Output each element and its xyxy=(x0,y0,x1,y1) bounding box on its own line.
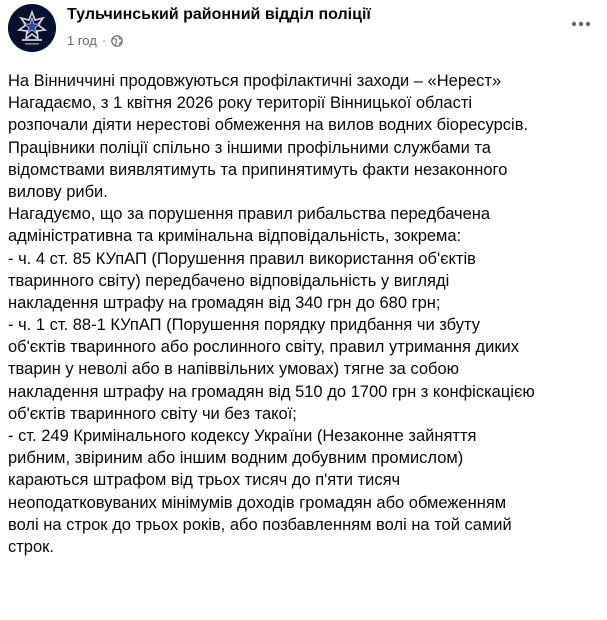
post-text-line: розпочали діяти нерестові обмеження на вилов водних біоресурсів. xyxy=(8,116,529,135)
post-options-button[interactable] xyxy=(567,10,595,38)
post-text-line: тваринного світу) передбачено відповідальність у вигляді xyxy=(8,271,450,290)
more-horizontal-icon xyxy=(571,21,591,27)
post-header xyxy=(0,0,607,62)
post-text-line: накладення штрафу на громадян від 510 до 1700 грн з конфіскацією xyxy=(8,382,535,401)
post-text-line: накладення штрафу на громадян від 340 грн до 680 грн; xyxy=(8,293,441,312)
post-text-line: об'єктів тваринного або рослинного світу, правил утримання диких xyxy=(8,338,520,357)
post-text-line: строк. xyxy=(8,537,54,556)
globe-icon[interactable] xyxy=(111,35,123,47)
post-text-line: об'єктів тваринного світу чи без такої; xyxy=(8,404,297,423)
post-text-line: Нагадуємо, що за порушення правил рибальства передбачена xyxy=(8,205,491,224)
police-emblem-icon xyxy=(8,4,56,52)
post-text-line: - ч. 1 ст. 88-1 КУпАП (Порушення порядку придбання чи збуту xyxy=(8,316,480,335)
post-text-line: волі на строк до трьох років, або позбавленням волі на той самий xyxy=(8,515,512,534)
post-timestamp[interactable]: 1 год xyxy=(67,33,97,48)
post-text xyxy=(8,70,603,558)
post-text-line: тварин у неволі або в напіввільних умовах) тягне за собою xyxy=(8,360,460,379)
post-text-line: - ч. 4 ст. 85 КУпАП (Порушення правил використання об'єктів xyxy=(8,249,476,268)
post-text-line: неоподатковуваних мінімумів доходів громадян або обмеженням xyxy=(8,493,507,512)
post-text-line: Нагадаємо, з 1 квітня 2026 року території Вінницької області xyxy=(8,94,473,113)
post-text-line: відомствами виявлятимуть та припинятимуть факти незаконного xyxy=(8,160,508,179)
meta-separator: · xyxy=(101,33,107,48)
page-name-link[interactable]: Тульчинський районний відділ поліції xyxy=(67,6,371,23)
post-text-line: - ст. 249 Кримінального кодексу України (Незаконне зайняття xyxy=(8,427,477,445)
post-text-line: караються штрафом від трьох тисяч до п'яти тисяч xyxy=(8,471,401,490)
post-text-line: Працівники поліції спільно з іншими профільними службами та xyxy=(8,138,491,157)
post-text-line: На Вінниччині продовжуються профілактичні заходи – «Нерест» xyxy=(8,72,502,90)
post-meta xyxy=(67,32,123,50)
post-text-line: адміністративна та кримінальна відповідальність, зокрема: xyxy=(8,227,462,246)
page-avatar[interactable] xyxy=(8,4,56,52)
post-text-line: вилову риби. xyxy=(8,182,108,201)
post-text-line: рибним, звіриним або іншим водним добувним промислом) xyxy=(8,449,464,468)
